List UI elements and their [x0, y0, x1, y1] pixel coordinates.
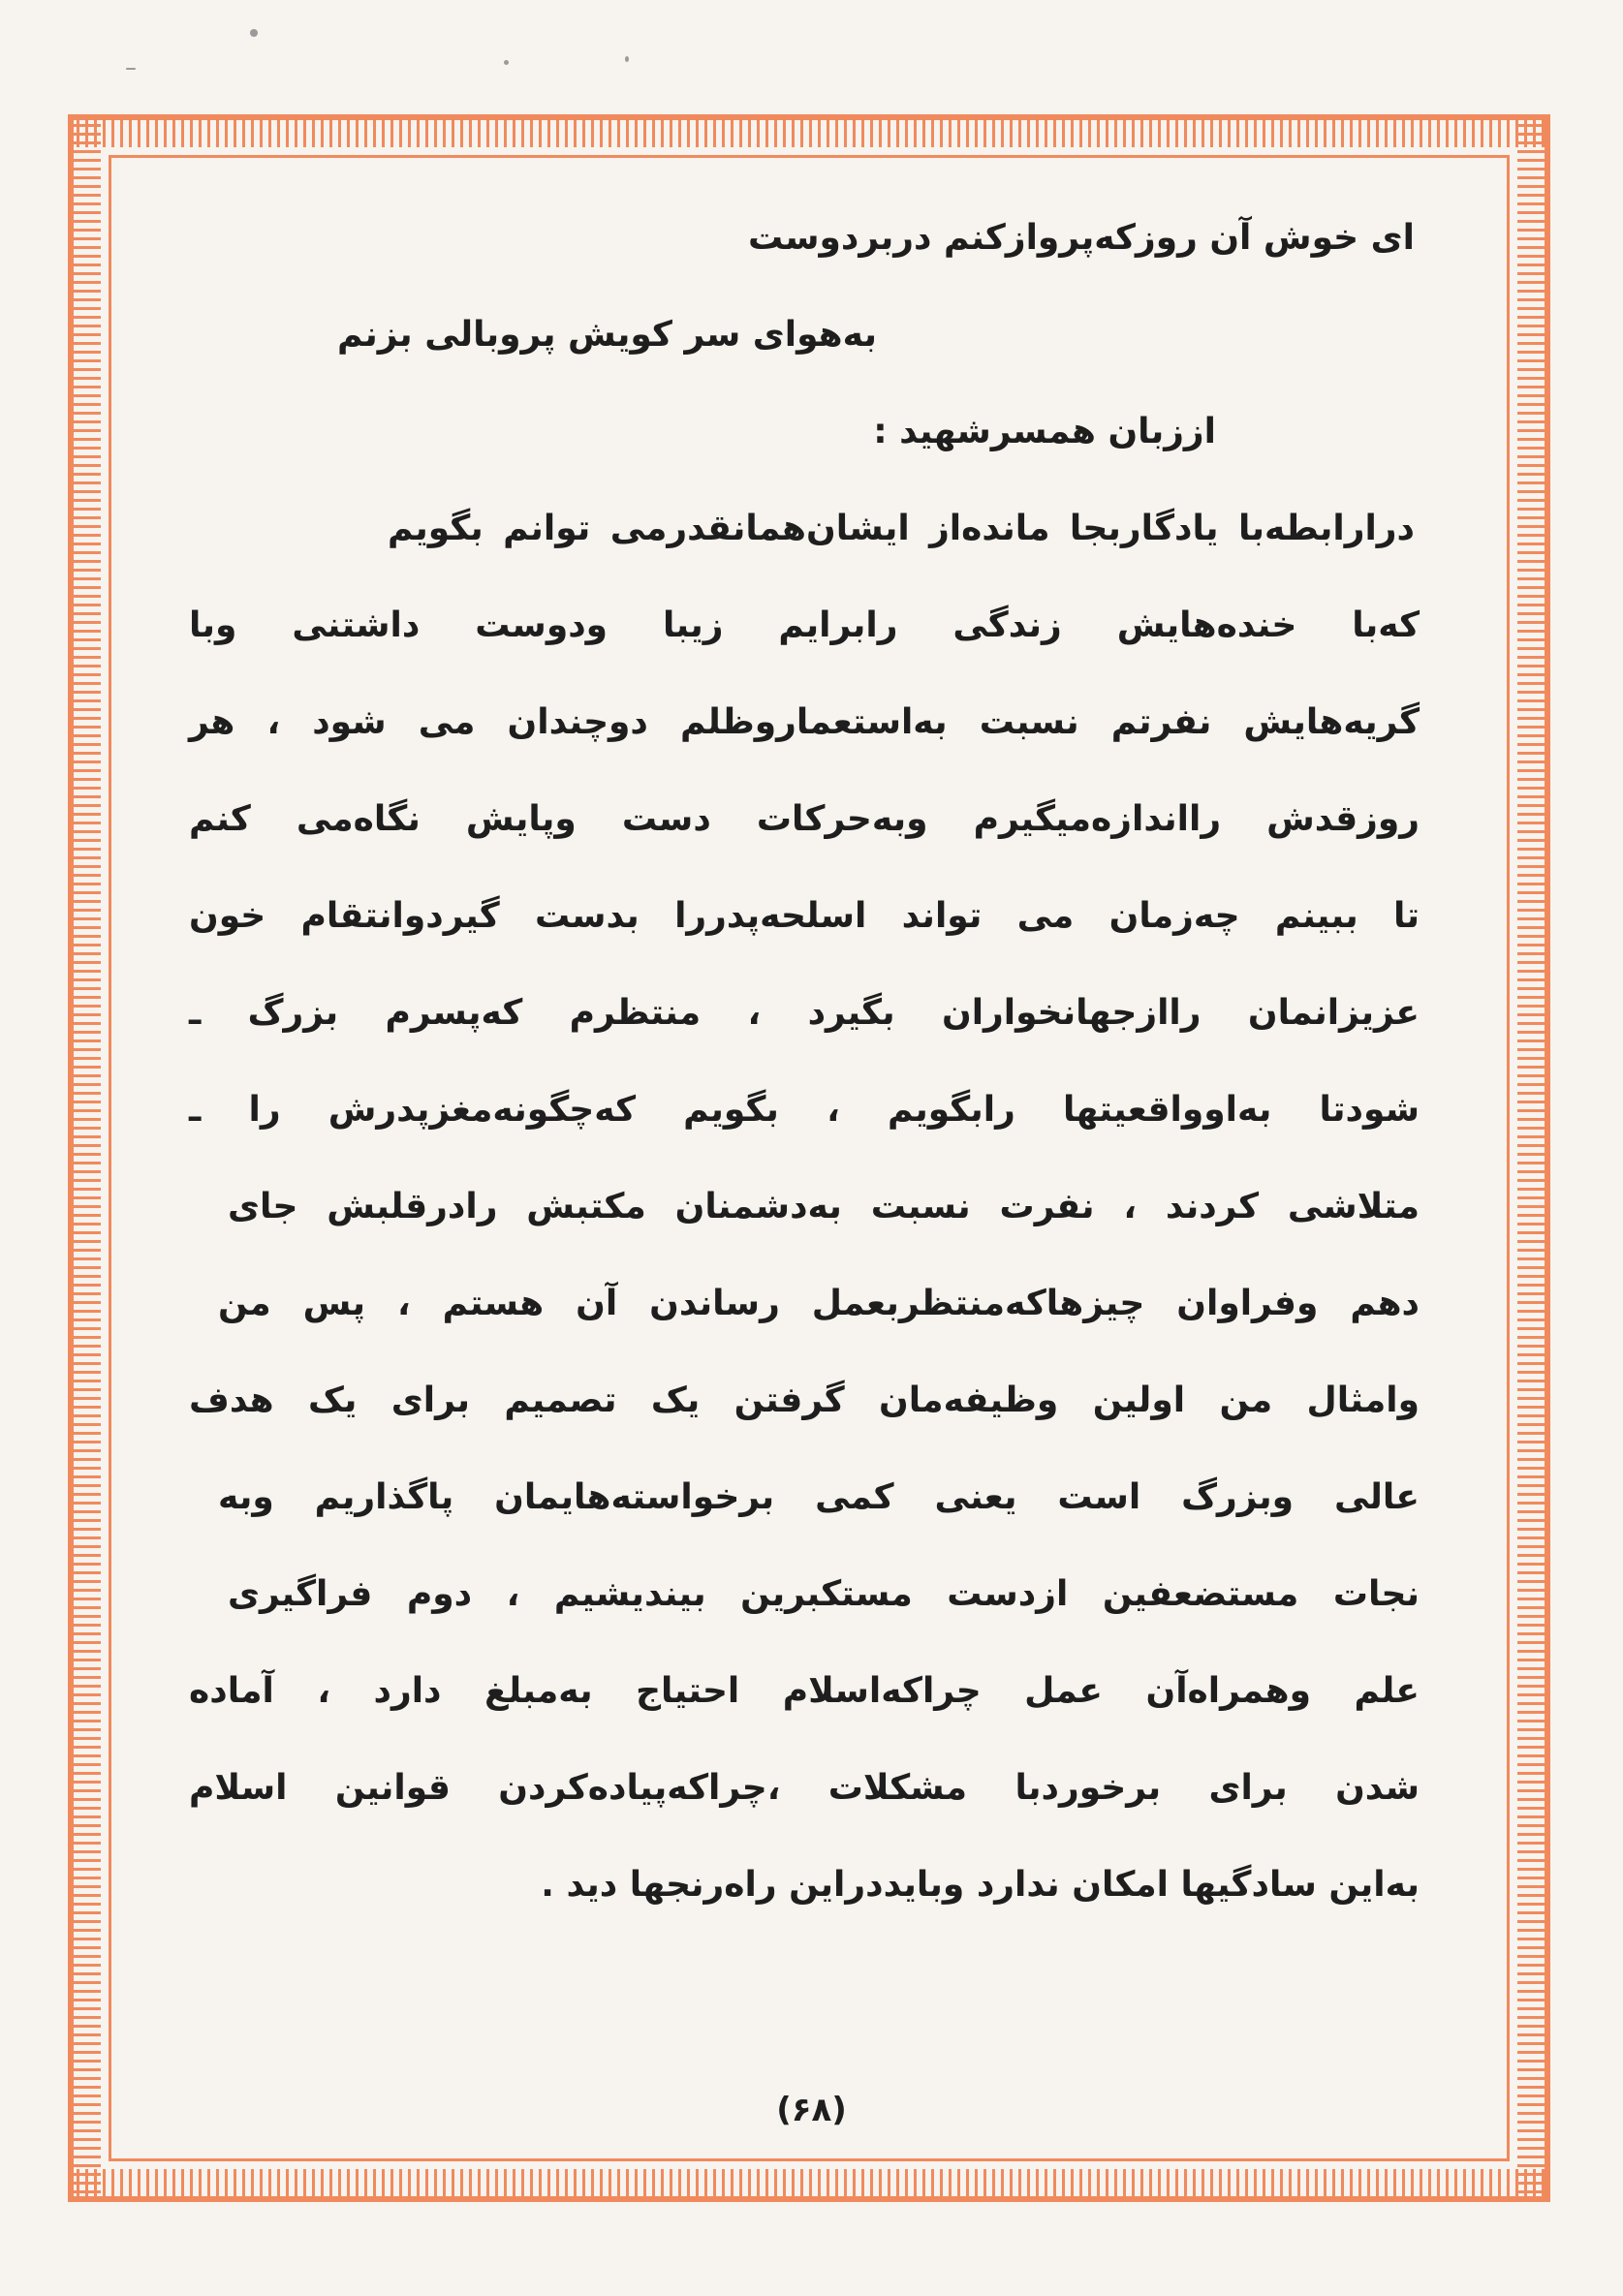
body-line: دهم وفراوان چیزهاکه‌منتظربعمل رساندن آن هستم ، پس من [218, 1284, 1420, 1323]
body-line: روزقدش راانداز‌ه‌میگیرم وبه‌حرکات دست وپایش نگاه‌می کنم [189, 799, 1420, 839]
body-line: عزیزانمان راازجهانخواران بگیرد ، منتظرم که‌پسرم بزرگ ـ [189, 993, 1420, 1033]
poem-line-1: ای خوش آن روزکه‌پروازکنم دربردوست [747, 218, 1415, 258]
speck [126, 68, 136, 70]
section-heading: اززبان همسرشهید : [873, 412, 1216, 451]
body-line: درارابطه‌با یادگاربجا مانده‌از ایشان‌همانقدرمی توانم بگویم [388, 509, 1415, 548]
body-line: شودتا به‌اوواقعیتها رابگویم ، بگویم که‌چگونه‌مغزپدرش را ـ [189, 1090, 1420, 1130]
body-line: متلاشی کردند ، نفرت نسبت به‌دشمنان مکتبش رادرقلبش جای [228, 1187, 1420, 1226]
body-line: عالی وبزرگ است یعنی کمی برخواسته‌هایمان پاگذاریم وبه [218, 1477, 1420, 1517]
body-line: وامثال من اولین وظیفه‌مان گرفتن یک تصمیم برای یک هدف [189, 1381, 1420, 1420]
body-line: به‌این سادگیها امکان ندارد وبایددراین راه‌رنجها دید . [541, 1865, 1420, 1905]
body-line: که‌با خنده‌هایش زندگی رابرایم زیبا ودوست داشتنی وبا [189, 605, 1420, 645]
decorative-frame-fringe-left [68, 114, 101, 2202]
decorative-frame-fringe-right [1517, 114, 1550, 2202]
body-line: نجات مستضعفین ازدست مستکبرین بیندیشیم ، دوم فراگیری [228, 1574, 1420, 1614]
body-line: شدن برای برخوردبا مشکلات ،چراکه‌پیاده‌‌کردن قوانین اسلام [189, 1768, 1420, 1808]
speck [625, 56, 629, 62]
body-line: تا ببینم چه‌زمان می تواند اسلحه‌پدررا بدست گیردوانتقام خون [189, 896, 1420, 936]
poem-line-2: به‌هوای سر کویش پروبالی بزنم [337, 315, 877, 355]
decorative-frame-inner [109, 155, 1510, 2161]
page-number: (۶۸) [776, 2091, 847, 2129]
body-line: گریه‌هایش نفرتم نسبت به‌استعماروظلم دوچندان می شود ، هر [189, 702, 1420, 742]
speck [504, 60, 509, 65]
speck [250, 29, 258, 37]
body-line: علم وهمراه‌آن عمل چراکه‌اسلام احتیاج به‌مبلغ دارد ، آماده [189, 1671, 1420, 1711]
decorative-frame-fringe-bottom [68, 2169, 1550, 2202]
decorative-frame-fringe-top [68, 114, 1550, 147]
